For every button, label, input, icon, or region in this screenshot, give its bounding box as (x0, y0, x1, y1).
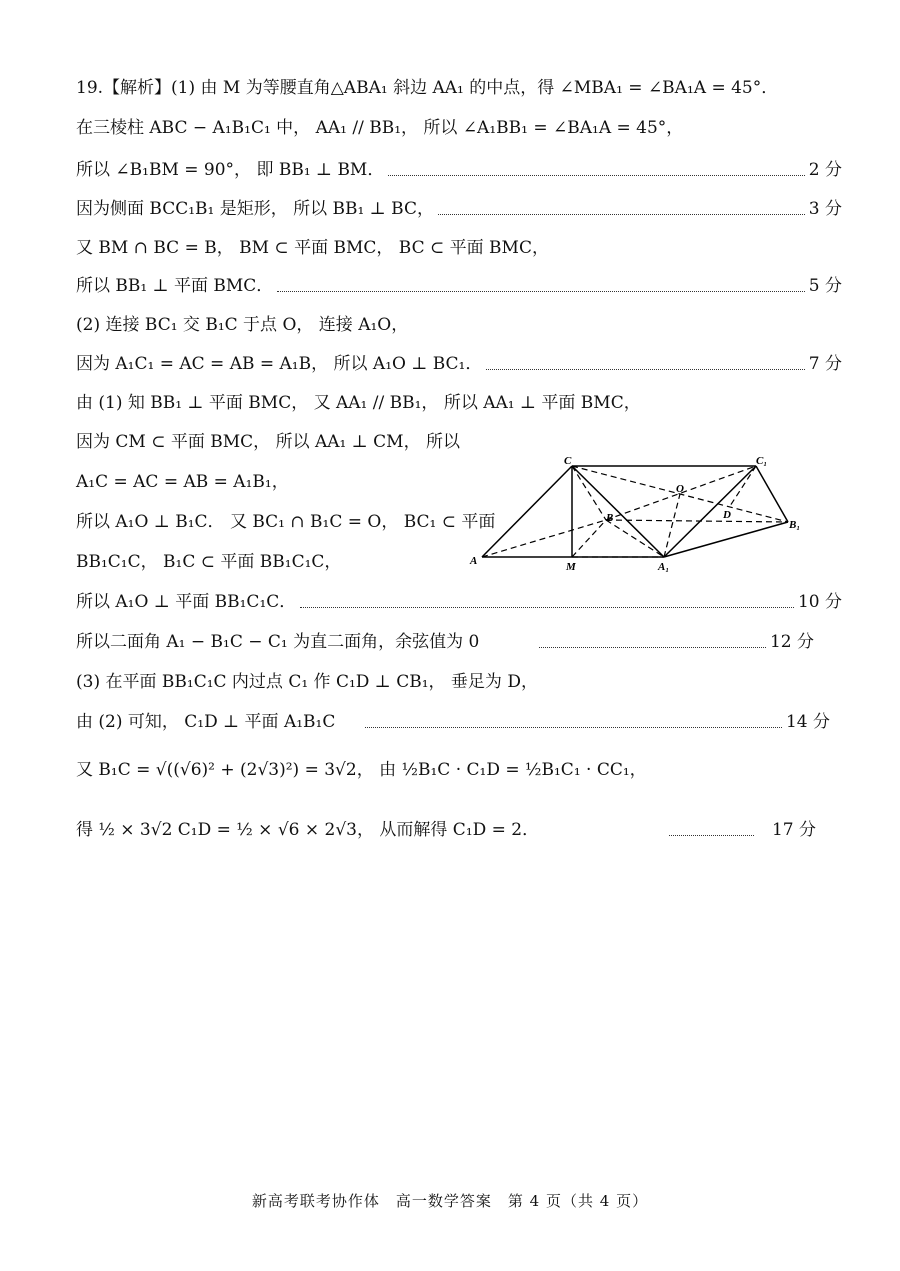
score-label: 3 分 (808, 199, 842, 219)
line-3 (76, 158, 842, 182)
line-text: 因为侧面 BCC₁B₁ 是矩形， 所以 BB₁ ⊥ BC， (76, 199, 434, 219)
line-8 (76, 352, 842, 376)
prism-figure (466, 448, 826, 578)
line-13 (76, 550, 440, 574)
line-16 (76, 670, 842, 694)
dot-leader (539, 646, 766, 648)
line-text: (3) 在平面 BB₁C₁C 内过点 C₁ 作 C₁D ⊥ CB₁， 垂足为 D， (76, 672, 538, 692)
edge-BA1 (606, 520, 664, 557)
edge-C1B1 (756, 466, 788, 522)
line-11 (76, 470, 440, 494)
edge-BB1 (606, 520, 788, 522)
dot-leader (669, 834, 754, 836)
line-text: 所以 A₁O ⊥ B₁C． 又 BC₁ ∩ B₁C = O， BC₁ ⊂ 平面 (76, 512, 496, 532)
line-text: 因为 A₁C₁ = AC = AB = A₁B， 所以 A₁O ⊥ BC₁． (76, 354, 483, 374)
line-text: 所以 A₁O ⊥ 平面 BB₁C₁C． (76, 592, 297, 612)
line-text: 得 ½ × 3√2 C₁D = ½ × √6 × 2√3， 从而解得 C₁D = 2． (76, 820, 540, 840)
dot-leader (388, 174, 804, 176)
line-7 (76, 313, 842, 337)
score-label: 17 分 (771, 820, 816, 840)
dot-leader (438, 213, 805, 215)
score-label: 12 分 (769, 632, 814, 652)
line-18 (76, 758, 842, 782)
line-1 (76, 76, 842, 100)
label-A1: A₁ (658, 561, 670, 573)
line-text: A₁C = AC = AB = A₁B₁， (76, 472, 289, 492)
line-text: BB₁C₁C， B₁C ⊂ 平面 BB₁C₁C， (76, 552, 342, 572)
label-A: A (470, 555, 478, 567)
line-15 (76, 630, 814, 654)
label-B: B (606, 512, 614, 524)
line-text: 所以 BB₁ ⊥ 平面 BMC． (76, 276, 274, 296)
line-10 (76, 430, 460, 454)
line-text: 所以二面角 A₁ − B₁C − C₁ 为直二面角，余弦值为 0 (76, 632, 480, 652)
line-text: 所以 ∠B₁BM = 90°， 即 BB₁ ⊥ BM． (76, 160, 385, 180)
line-2 (76, 116, 842, 140)
edge-CA1 (572, 466, 664, 557)
dot-leader (486, 368, 804, 370)
edge-A1O (664, 494, 680, 557)
score-label: 7 分 (808, 354, 842, 374)
score-label: 14 分 (785, 712, 830, 732)
line-19 (76, 818, 816, 842)
line-6 (76, 274, 842, 298)
line-17 (76, 710, 830, 734)
line-text: (2) 连接 BC₁ 交 B₁C 于点 O， 连接 A₁O， (76, 315, 409, 335)
score-label: 10 分 (797, 592, 842, 612)
dot-leader (365, 726, 782, 728)
line-4 (76, 197, 842, 221)
line-5 (76, 236, 842, 260)
score-label: 5 分 (808, 276, 842, 296)
dot-leader (277, 290, 804, 292)
edge-AC (482, 466, 572, 557)
page-footer: 新高考联考协作体 高一数学答案 第 4 页（共 4 页） (251, 1192, 649, 1210)
line-text: 19.【解析】(1) 由 M 为等腰直角△ABA₁ 斜边 AA₁ 的中点，得 ∠MBA₁ = ∠BA₁A = 45°． (76, 78, 779, 98)
line-text: 又 BM ∩ BC = B， BM ⊂ 平面 BMC， BC ⊂ 平面 BMC， (76, 238, 549, 258)
line-14 (76, 590, 842, 614)
prism-diagram (466, 448, 826, 578)
label-C: C (564, 455, 572, 467)
dot-leader (300, 606, 794, 608)
label-O: O (676, 483, 684, 495)
label-C1: C₁ (756, 455, 768, 467)
line-text: 由 (1) 知 BB₁ ⊥ 平面 BMC， 又 AA₁ // BB₁， 所以 AA₁ ⊥ 平面 BMC， (76, 393, 641, 413)
score-label: 2 分 (808, 160, 842, 180)
line-text: 在三棱柱 ABC − A₁B₁C₁ 中， AA₁ // BB₁， 所以 ∠A₁BB₁ = ∠BA₁A = 45°， (76, 118, 684, 138)
label-D: D (723, 509, 731, 521)
label-B1: B₁ (789, 519, 801, 531)
line-text: 由 (2) 可知， C₁D ⊥ 平面 A₁B₁C (76, 712, 336, 732)
line-text: 又 B₁C = √((√6)² + (2√3)²) = 3√2， 由 ½B₁C · C₁D = ½B₁C₁ · CC₁， (76, 760, 647, 780)
line-12 (76, 510, 496, 534)
edge-C1D (730, 466, 756, 506)
line-text: 因为 CM ⊂ 平面 BMC， 所以 AA₁ ⊥ CM， 所以 (76, 432, 460, 452)
line-9 (76, 391, 842, 415)
label-M: M (566, 561, 576, 573)
